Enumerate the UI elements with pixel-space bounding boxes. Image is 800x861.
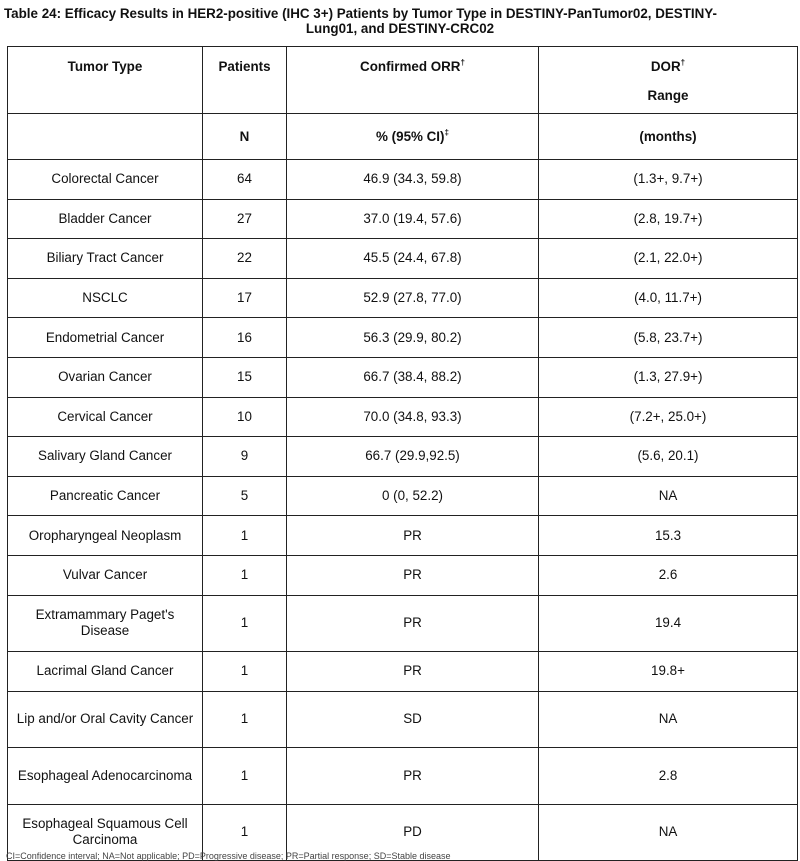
cell-tumor-type: Lacrimal Gland Cancer	[8, 652, 203, 692]
table-row	[8, 652, 798, 692]
cell-orr: PR	[287, 555, 539, 595]
cell-patients: 1	[203, 804, 287, 861]
cell-dor: (5.8, 23.7+)	[539, 318, 798, 358]
cell-patients: 1	[203, 748, 287, 805]
cell-tumor-type: Extramammary Paget's Disease	[8, 595, 203, 652]
cell-orr: 52.9 (27.8, 77.0)	[287, 278, 539, 318]
header-row	[8, 47, 798, 114]
cell-tumor-type: Ovarian Cancer	[8, 357, 203, 397]
subheader-orr: % (95% CI)‡	[287, 114, 539, 160]
cell-tumor-type: Cervical Cancer	[8, 397, 203, 437]
table-row	[8, 199, 798, 239]
cell-orr: 66.7 (29.9,92.5)	[287, 437, 539, 477]
cell-patients: 1	[203, 595, 287, 652]
table-row	[8, 357, 798, 397]
cell-patients: 17	[203, 278, 287, 318]
cell-tumor-type: NSCLC	[8, 278, 203, 318]
cell-orr: 46.9 (34.3, 59.8)	[287, 160, 539, 200]
cell-patients: 1	[203, 516, 287, 556]
cell-patients: 16	[203, 318, 287, 358]
cell-tumor-type: Esophageal Squamous Cell Carcinoma	[8, 804, 203, 861]
cell-patients: 64	[203, 160, 287, 200]
cell-dor: (1.3, 27.9+)	[539, 357, 798, 397]
cell-orr: PD	[287, 804, 539, 861]
cell-patients: 1	[203, 652, 287, 692]
double-dagger-mark: ‡	[444, 127, 449, 137]
table-footnote: CI=Confidence interval; NA=Not applicable; PD=Progressive disease; PR=Partial response; SD=Stable disease	[6, 851, 451, 861]
table-row	[8, 748, 798, 805]
table-row	[8, 397, 798, 437]
table-row	[8, 555, 798, 595]
subheader-dor: (months)	[539, 114, 798, 160]
table-row	[8, 476, 798, 516]
cell-orr: 56.3 (29.9, 80.2)	[287, 318, 539, 358]
header-dor: DOR† Range	[539, 47, 798, 114]
cell-tumor-type: Bladder Cancer	[8, 199, 203, 239]
table-row	[8, 691, 798, 748]
cell-dor: NA	[539, 476, 798, 516]
table-row	[8, 239, 798, 279]
cell-dor: NA	[539, 691, 798, 748]
cell-patients: 15	[203, 357, 287, 397]
table-body	[8, 160, 798, 861]
table-row	[8, 318, 798, 358]
table-title-line-1: Table 24: Efficacy Results in HER2-positive (IHC 3+) Patients by Tumor Type in DESTINY-PanTumor02, DESTINY-	[4, 6, 717, 21]
table-title-line-2: Lung01, and DESTINY-CRC02	[305, 21, 495, 36]
cell-dor: (2.8, 19.7+)	[539, 199, 798, 239]
subheader-tumor-type	[8, 114, 203, 160]
cell-orr: PR	[287, 748, 539, 805]
cell-dor: NA	[539, 804, 798, 861]
cell-orr: SD	[287, 691, 539, 748]
cell-patients: 1	[203, 691, 287, 748]
cell-dor: 2.8	[539, 748, 798, 805]
cell-orr: 70.0 (34.8, 93.3)	[287, 397, 539, 437]
cell-dor: (2.1, 22.0+)	[539, 239, 798, 279]
table-row	[8, 437, 798, 477]
subheader-row	[8, 114, 798, 160]
header-tumor-type: Tumor Type	[8, 47, 203, 114]
header-patients: Patients	[203, 47, 287, 114]
cell-tumor-type: Biliary Tract Cancer	[8, 239, 203, 279]
cell-orr: PR	[287, 595, 539, 652]
header-dor-range: Range	[647, 88, 689, 103]
cell-tumor-type: Colorectal Cancer	[8, 160, 203, 200]
cell-orr: 0 (0, 52.2)	[287, 476, 539, 516]
cell-tumor-type: Lip and/or Oral Cavity Cancer	[8, 691, 203, 748]
cell-dor: 19.8+	[539, 652, 798, 692]
cell-dor: 19.4	[539, 595, 798, 652]
cell-dor: (4.0, 11.7+)	[539, 278, 798, 318]
header-confirmed-orr: Confirmed ORR†	[287, 47, 539, 114]
cell-dor: (1.3+, 9.7+)	[539, 160, 798, 200]
cell-orr: 45.5 (24.4, 67.8)	[287, 239, 539, 279]
cell-patients: 9	[203, 437, 287, 477]
subheader-patients: N	[203, 114, 287, 160]
cell-patients: 27	[203, 199, 287, 239]
cell-tumor-type: Esophageal Adenocarcinoma	[8, 748, 203, 805]
efficacy-results-table	[7, 46, 798, 861]
cell-patients: 5	[203, 476, 287, 516]
cell-orr: 37.0 (19.4, 57.6)	[287, 199, 539, 239]
cell-dor: 2.6	[539, 555, 798, 595]
cell-dor: 15.3	[539, 516, 798, 556]
table-row	[8, 160, 798, 200]
cell-tumor-type: Oropharyngeal Neoplasm	[8, 516, 203, 556]
cell-patients: 22	[203, 239, 287, 279]
cell-tumor-type: Pancreatic Cancer	[8, 476, 203, 516]
table-title	[0, 6, 800, 36]
cell-dor: (5.6, 20.1)	[539, 437, 798, 477]
cell-patients: 10	[203, 397, 287, 437]
cell-tumor-type: Salivary Gland Cancer	[8, 437, 203, 477]
dagger-mark: †	[680, 58, 686, 67]
cell-dor: (7.2+, 25.0+)	[539, 397, 798, 437]
cell-patients: 1	[203, 555, 287, 595]
cell-tumor-type: Endometrial Cancer	[8, 318, 203, 358]
cell-orr: PR	[287, 652, 539, 692]
cell-orr: PR	[287, 516, 539, 556]
cell-tumor-type: Vulvar Cancer	[8, 555, 203, 595]
table-row	[8, 516, 798, 556]
table-row	[8, 278, 798, 318]
dagger-mark: †	[460, 58, 465, 67]
table-row	[8, 595, 798, 652]
cell-orr: 66.7 (38.4, 88.2)	[287, 357, 539, 397]
